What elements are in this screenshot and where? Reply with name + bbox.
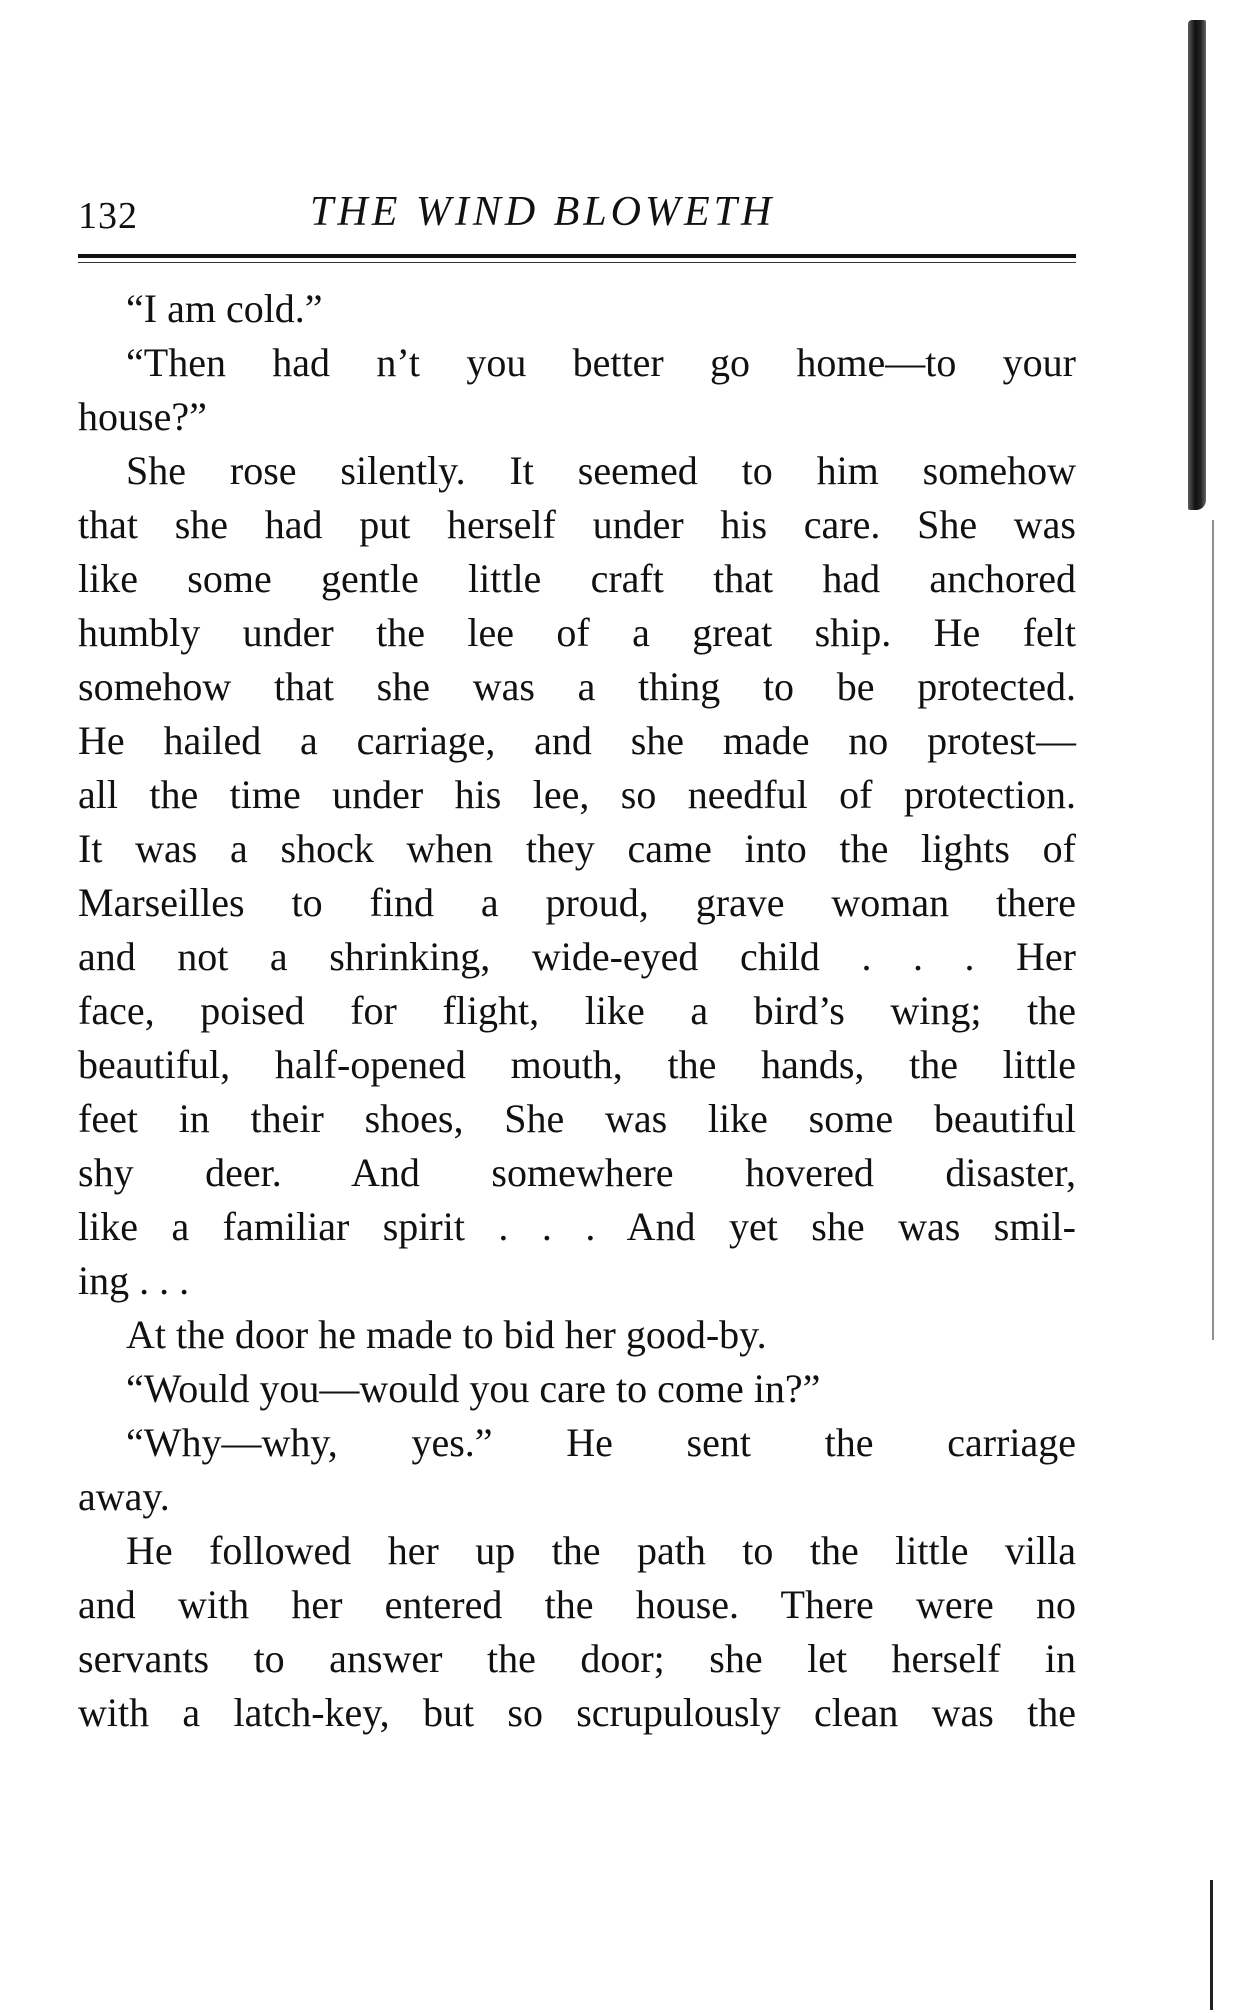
text-line: feet in their shoes, She was like some beautiful bbox=[78, 1096, 1076, 1141]
text-line: humbly under the lee of a great ship. He felt bbox=[78, 610, 1076, 655]
binding-shadow bbox=[1188, 20, 1206, 510]
text-line: He hailed a carriage, and she made no protest— bbox=[78, 718, 1076, 763]
text-line: and with her entered the house. There were no bbox=[78, 1582, 1076, 1627]
text-line: “Would you—would you care to come in?” bbox=[126, 1366, 821, 1411]
text-line: with a latch-key, but so scrupulously clean was the bbox=[78, 1690, 1076, 1735]
text-line: shy deer. And somewhere hovered disaster, bbox=[78, 1150, 1076, 1195]
text-line: “Why—why, yes.” He sent the carriage bbox=[126, 1420, 1076, 1465]
text-line: all the time under his lee, so needful of protection. bbox=[78, 772, 1076, 817]
text-line: that she had put herself under his care. She was bbox=[78, 502, 1076, 547]
running-title: THE WIND BLOWETH bbox=[310, 189, 776, 235]
text-line: Marseilles to find a proud, grave woman there bbox=[78, 880, 1076, 925]
header-rule bbox=[78, 254, 1076, 258]
text-line: beautiful, half-opened mouth, the hands, the little bbox=[78, 1042, 1076, 1087]
text-line: away. bbox=[78, 1474, 170, 1519]
text-line: somehow that she was a thing to be protected. bbox=[78, 664, 1076, 709]
binding-edge-line-bottom bbox=[1210, 1880, 1213, 2010]
header-rule-thin bbox=[78, 262, 1076, 263]
text-line: “Then had n’t you better go home—to your bbox=[126, 340, 1076, 385]
text-line: face, poised for flight, like a bird’s wing; the bbox=[78, 988, 1076, 1033]
text-line: house?” bbox=[78, 394, 207, 439]
text-line: and not a shrinking, wide-eyed child . . . Her bbox=[78, 934, 1076, 979]
text-line: She rose silently. It seemed to him somehow bbox=[126, 448, 1076, 493]
text-line: like a familiar spirit . . . And yet she was smil- bbox=[78, 1204, 1076, 1249]
binding-edge-line bbox=[1212, 520, 1214, 1340]
text-line: He followed her up the path to the little villa bbox=[126, 1528, 1076, 1573]
text-line: like some gentle little craft that had anchored bbox=[78, 556, 1076, 601]
running-head bbox=[78, 188, 1078, 248]
page-number: 132 bbox=[78, 195, 138, 237]
text-line: servants to answer the door; she let herself in bbox=[78, 1636, 1076, 1681]
text-line: It was a shock when they came into the lights of bbox=[78, 826, 1076, 871]
text-line: “I am cold.” bbox=[126, 286, 323, 331]
body-text bbox=[78, 282, 1076, 1740]
text-line: ing . . . bbox=[78, 1258, 190, 1303]
text-line: At the door he made to bid her good-by. bbox=[126, 1312, 767, 1357]
